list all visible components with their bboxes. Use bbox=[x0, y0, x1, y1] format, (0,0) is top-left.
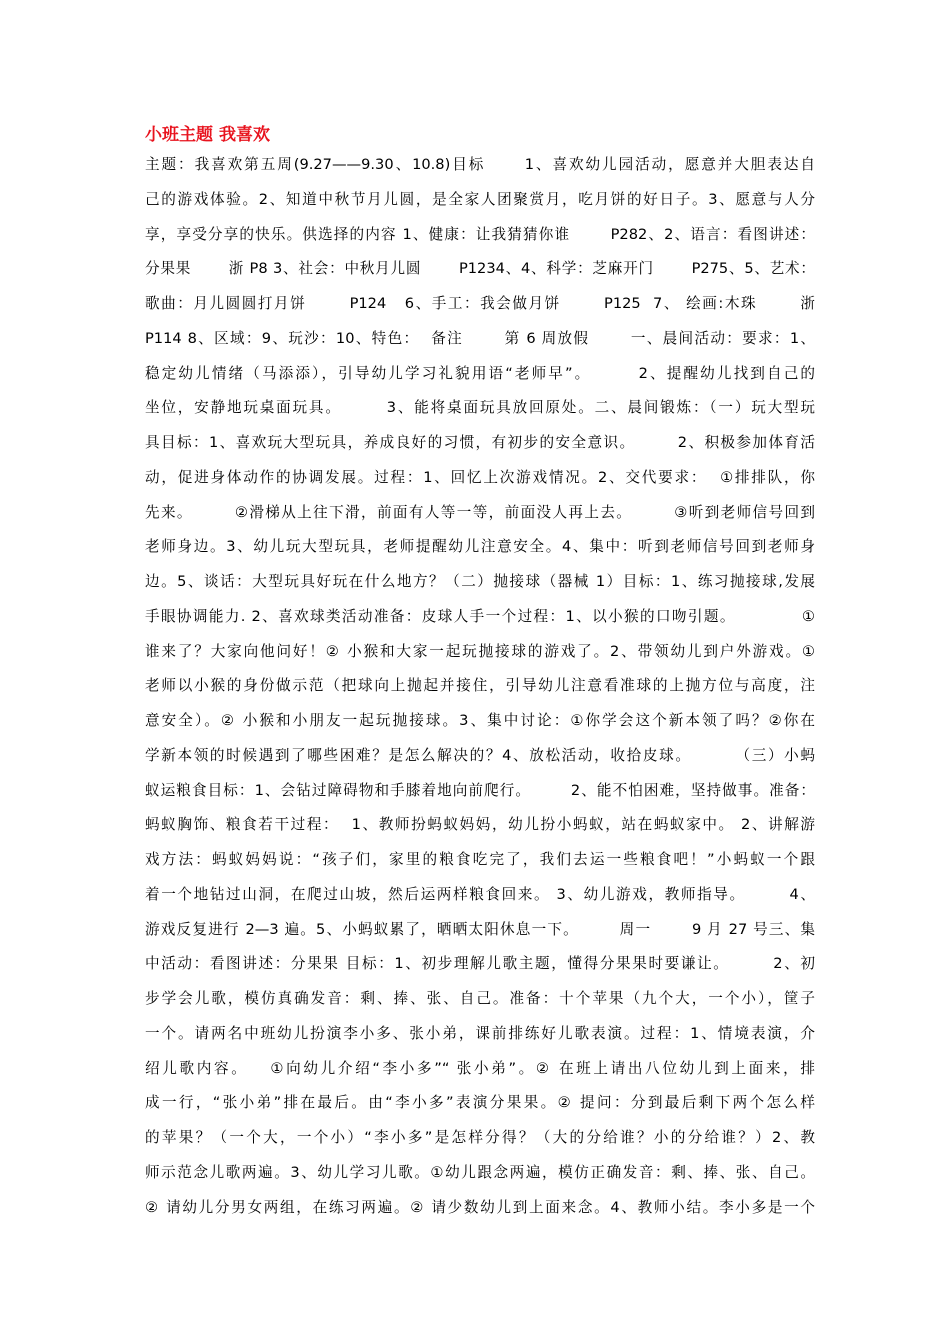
body-text-line: 具目标：1、喜欢玩大型玩具，养成良好的习惯，有初步的安全意识。 2、积极参加体育活 bbox=[145, 434, 815, 451]
body-text-line: 主题：我喜欢第五周(9.27——9.30、10.8)目标 1、喜欢幼儿园活动，愿意并大胆表达自 bbox=[145, 156, 815, 173]
body-text-line: 学新本领的时候遇到了哪些困难？是怎么解决的？4、放松活动，收拾皮球。 （三）小蚂 bbox=[145, 746, 815, 764]
body-text-line: 先来。 ②滑梯从上往下滑，前面有人等一等，前面没人再上去。 ③听到老师信号回到 bbox=[145, 503, 815, 521]
body-text-line: 动，促进身体动作的协调发展。过程：1、回忆上次游戏情况。2、交代要求： ①排排队，你 bbox=[145, 468, 815, 486]
title-theme-label: 小班主题 bbox=[145, 125, 213, 145]
body-text-line: 老师身边。3、幼儿玩大型玩具，老师提醒幼儿注意安全。4、集中：听到老师信号回到老师身 bbox=[145, 538, 815, 556]
body-text-line: 成一行，“张小弟”排在最后。由“李小多”表演分果果。② 提问：分到最后剩下两个怎么样 bbox=[145, 1094, 815, 1112]
body-text-line: 蚂蚁胸饰、粮食若干过程： 1、教师扮蚂蚁妈妈，幼儿扮小蚂蚁，站在蚂蚁家中。 2、讲解游 bbox=[145, 816, 815, 834]
body-text-line: 师示范念儿歌两遍。3、幼儿学习儿歌。①幼儿跟念两遍，模仿正确发音：剩、捧、张、自己。 bbox=[145, 1163, 815, 1181]
body-text-line: P114 8、区域：9、玩沙：10、特色： 备注 第 6 周放假 一、晨间活动：要求：1、 bbox=[145, 329, 815, 347]
body-text-line: 谁来了？大家向他问好！② 小猴和大家一起玩抛接球的游戏了。2、带领幼儿到户外游戏。① bbox=[145, 642, 815, 660]
body-text-line: 一个。请两名中班幼儿扮演李小多、张小弟，课前排练好儿歌表演。过程：1、情境表演，介 bbox=[145, 1024, 815, 1042]
body-text-line: 分果果 浙 P8 3、社会：中秋月儿圆 P1234、4、科学：芝麻开门 P275、5、艺术： bbox=[145, 260, 815, 278]
body-text-line: 享，享受分享的快乐。供选择的内容 1、健康：让我猜猜你谁 P282、2、语言：看图讲述： bbox=[145, 225, 815, 243]
body-text-line: 的苹果？（一个大，一个小）“李小多”是怎样分得？（大的分给谁？小的分给谁？）2、教 bbox=[145, 1129, 815, 1146]
body-text-line: ② 请幼儿分男女两组，在练习两遍。② 请少数幼儿到上面来念。4、教师小结。李小多是一个 bbox=[145, 1198, 815, 1216]
body-text-line: 坐位，安静地玩桌面玩具。 3、能将桌面玩具放回原处。二、晨间锻炼：（一）玩大型玩 bbox=[145, 399, 815, 417]
body-text-line: 步学会儿歌，模仿真确发音：剩、捧、张、自己。准备：十个苹果（九个大，一个小），筐子 bbox=[145, 990, 815, 1007]
body-text-line: 蚁运粮食目标：1、会钻过障碍物和手膝着地向前爬行。 2、能不怕困难，坚持做事。准备： bbox=[145, 781, 815, 799]
body-text-line: 手眼协调能力. 2、喜欢球类活动准备：皮球人手一个过程：1、以小猴的口吻引题。 ① bbox=[145, 607, 815, 625]
body-text-line: 老师以小猴的身份做示范（把球向上抛起并接住，引导幼儿注意看准球的上抛方位与高度，注 bbox=[145, 677, 815, 695]
body-text-line: 己的游戏体验。2、知道中秋节月儿圆，是全家人团聚赏月，吃月饼的好日子。3、愿意与人分 bbox=[145, 190, 815, 208]
body-text-line: 游戏反复进行 2—3 遍。5、小蚂蚁累了，晒晒太阳休息一下。 周一 9 月 27 号三、集 bbox=[145, 920, 815, 938]
body-text-line: 意安全）。② 小猴和小朋友一起玩抛接球。3、集中讨论：①你学会这个新本领了吗？②你在 bbox=[145, 712, 815, 729]
body-text-line: 绍儿歌内容。 ①向幼儿介绍“李小多”“ 张小弟”。② 在班上请出八位幼儿到上面来，排 bbox=[145, 1059, 815, 1077]
body-text-line: 边。5、谈话：大型玩具好玩在什么地方？（二）抛接球（器械 1）目标：1、练习抛接球,发展 bbox=[145, 573, 815, 590]
document-body bbox=[145, 148, 815, 1225]
title-theme-name: 我喜欢 bbox=[219, 125, 270, 145]
body-text-line: 歌曲：月儿圆圆打月饼 P124 6、手工：我会做月饼 P125 7、 绘画:木珠 浙 bbox=[145, 295, 815, 312]
document-title bbox=[145, 122, 270, 148]
body-text-line: 稳定幼儿情绪（马添添），引导幼儿学习礼貌用语“老师早”。 2、提醒幼儿找到自己的 bbox=[145, 364, 815, 382]
body-text-line: 戏方法：蚂蚁妈妈说：“孩子们，家里的粮食吃完了，我们去运一些粮食吧！”小蚂蚁一个跟 bbox=[145, 851, 815, 868]
body-text-line: 着一个地钻过山洞，在爬过山坡，然后运两样粮食回来。 3、幼儿游戏，教师指导。 4、 bbox=[145, 885, 815, 903]
body-text-line: 中活动：看图讲述：分果果 目标：1、初步理解儿歌主题，懂得分果果时要谦让。 2、初 bbox=[145, 955, 815, 973]
